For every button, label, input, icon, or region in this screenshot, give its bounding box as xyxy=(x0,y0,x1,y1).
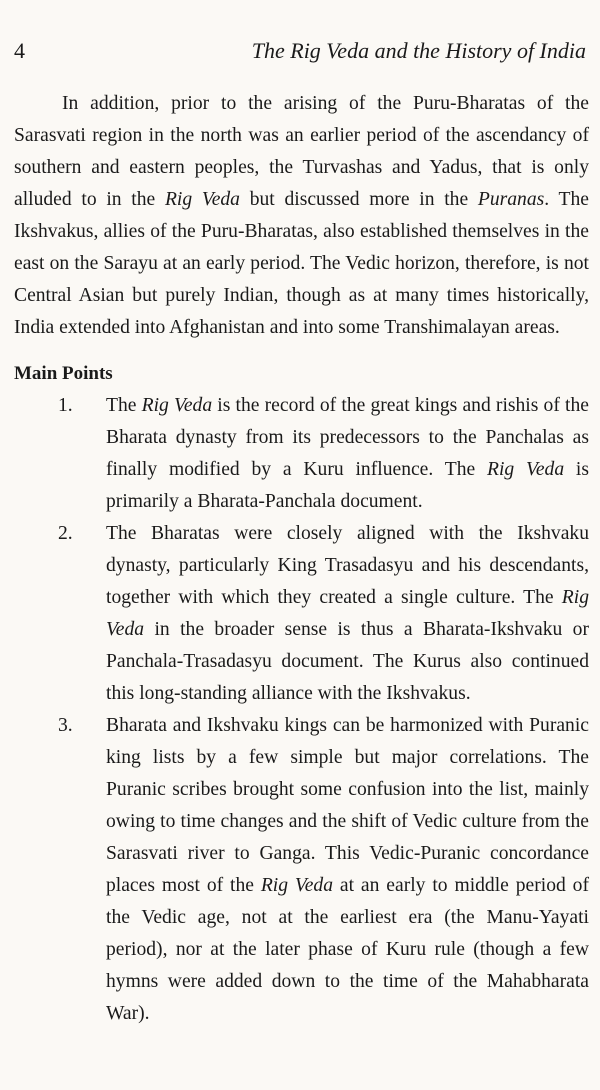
italic-run: Rig Veda xyxy=(141,395,213,416)
intro-text-3: . The Ikshvakus, allies of the Puru-Bharatas, also established themselves in the east on the Sarayu at an early period. The Vedic horizon, therefore, is not Central Asian but purely Indian, though as at many times historically, India extended into Afghanistan and into some Transhimalayan areas. xyxy=(14,189,590,338)
list-item xyxy=(14,710,589,1030)
body-text xyxy=(14,88,589,1030)
running-head: The Rig Veda and the History of India xyxy=(251,38,586,63)
page-number: 4 xyxy=(14,38,25,63)
intro-text-1: In addition, prior to the arising of the Puru-Bharatas of the Sarasvati region in the north was an earlier period of the ascendancy of southern and eastern peoples, the Turvashas and Yadus, that is only alluded to in the xyxy=(14,93,589,210)
list-item-number: 1. xyxy=(58,395,73,416)
intro-italic-rig-veda: Rig Veda xyxy=(164,189,240,210)
text-run: in the broader sense is thus a Bharata-Ikshvaku or Panchala-Trasadasyu document. The Kurus also continued this long-standing alliance with the Ikshvakus. xyxy=(106,619,589,704)
intro-paragraph xyxy=(14,88,589,344)
intro-italic-puranas: Puranas xyxy=(477,189,545,210)
text-run: is primarily a Bharata-Panchala document. xyxy=(106,459,590,512)
text-run: The Bharatas were closely aligned with the Ikshvaku dynasty, particularly King Trasadasyu and his descendants, together with which they created a single culture. The xyxy=(106,523,589,608)
italic-run: Rig Veda xyxy=(106,587,589,640)
text-run: Bharata and Ikshvaku kings can be harmonized with Puranic king lists by a few simple but major correlations. The Puranic scribes brought some confusion into the list, mainly owing to time changes and the shift of Vedic culture from the Sarasvati river to Ganga. This Vedic-Puranic concordance places most of the xyxy=(106,715,589,896)
page-header xyxy=(14,38,586,68)
main-points-list xyxy=(14,390,589,1030)
text-run: is the record of the great kings and rishis of the Bharata dynasty from its predecessors to the Panchalas as finally modified by a Kuru influence. The xyxy=(106,395,589,480)
list-item-number: 2. xyxy=(58,523,73,544)
text-run: at an early to middle period of the Vedic age, not at the earliest era (the Manu-Yayati period), nor at the later phase of Kuru rule (though a few hymns were added down to the time of the Mahabharata War). xyxy=(106,875,590,1024)
list-item-text xyxy=(106,710,589,1030)
italic-run: Rig Veda xyxy=(260,875,334,896)
list-item xyxy=(14,518,589,710)
list-item-number: 3. xyxy=(58,715,73,736)
italic-run: Rig Veda xyxy=(487,459,565,480)
list-item-text xyxy=(106,518,589,710)
text-run: The xyxy=(106,395,142,416)
list-item xyxy=(14,390,589,518)
intro-text-2: but discussed more in the xyxy=(239,189,478,210)
list-item-text xyxy=(106,390,589,518)
section-heading: Main Points xyxy=(14,363,113,384)
